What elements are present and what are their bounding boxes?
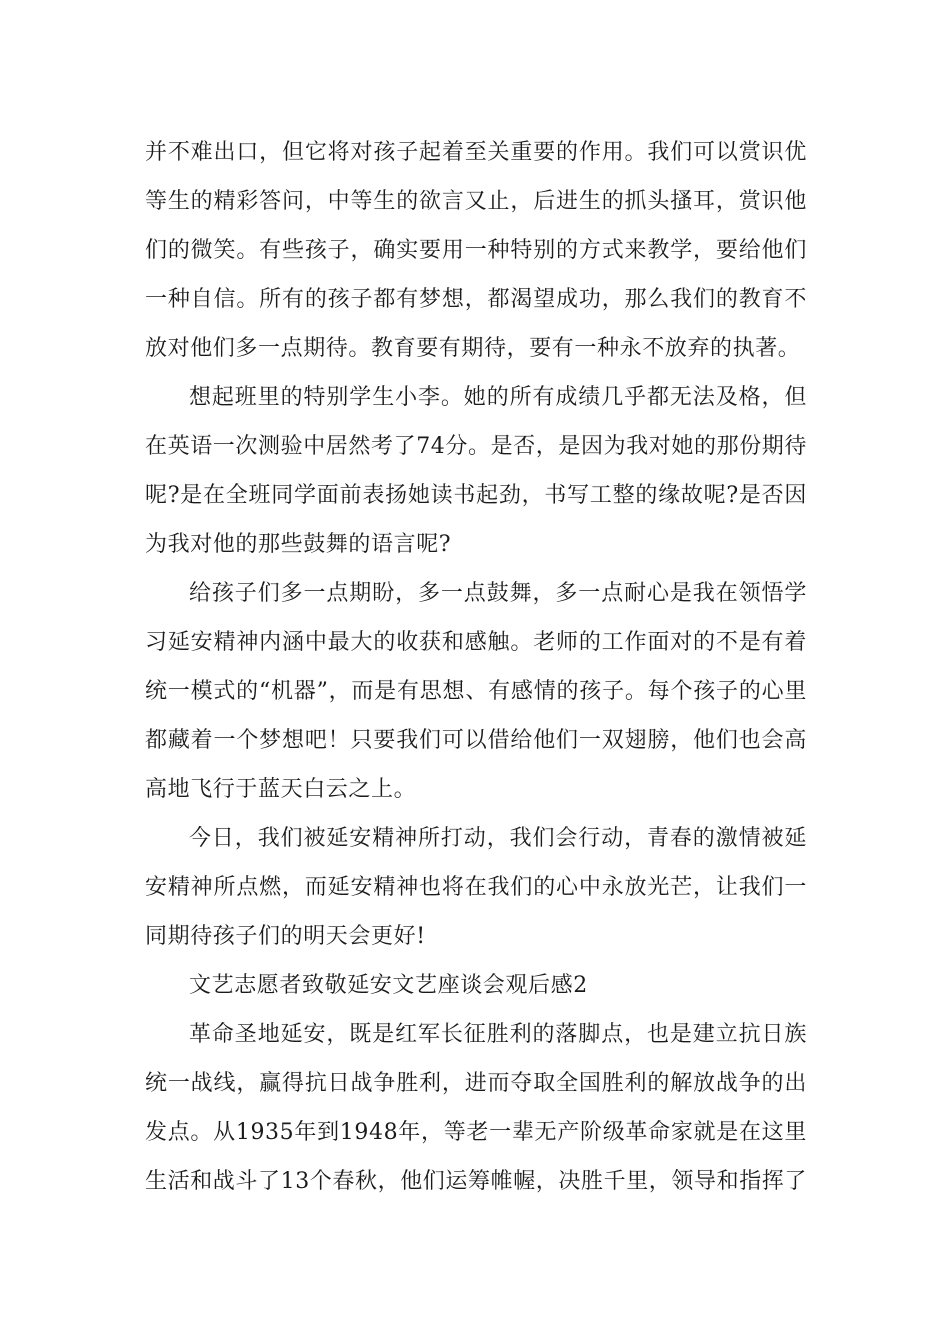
paragraph: 给孩子们多一点期盼，多一点鼓舞，多一点耐心是我在领悟学习延安精神内涵中最大的收获和感触。老师的工作面对的不是有着统一模式的“机器”，而是有思想、有感情的孩子。每个孩子的心里都藏着一个梦想吧！只要我们可以借给他们一双翅膀，他们也会高高地飞行于蓝天白云之上。 (145, 581, 807, 802)
paragraph: 并不难出口，但它将对孩子起着至关重要的作用。我们可以赏识优等生的精彩答问，中等生的欲言又止，后进生的抓头搔耳，赏识他们的微笑。有些孩子，确实要用一种特别的方式来教学，要给他们一种自信。所有的孩子都有梦想，都渴望成功，那么我们的教育不放对他们多一点期待。教育要有期待，要有一种永不放弃的执著。 (145, 140, 807, 361)
paragraph: 想起班里的特别学生小李。她的所有成绩几乎都无法及格，但在英语一次测验中居然考了74分。是否，是因为我对她的那份期待呢?是在全班同学面前表扬她读书起劲，书写工整的缘故呢?是否因为我对他的那些鼓舞的语言呢? (145, 385, 807, 557)
paragraph: 今日，我们被延安精神所打动，我们会行动，青春的激情被延安精神所点燃，而延安精神也将在我们的心中永放光芒，让我们一同期待孩子们的明天会更好! (145, 826, 807, 949)
section-heading: 文艺志愿者致敬延安文艺座谈会观后感2 (189, 973, 588, 998)
paragraph: 革命圣地延安，既是红军长征胜利的落脚点，也是建立抗日族统一战线，赢得抗日战争胜利，进而夺取全国胜利的解放战争的出发点。从1935年到1948年，等老一辈无产阶级革命家就是在这里生活和战斗了13个春秋，他们运筹帷幄，决胜千里，领导和指挥了 (145, 1022, 807, 1194)
document-body (145, 128, 807, 1206)
